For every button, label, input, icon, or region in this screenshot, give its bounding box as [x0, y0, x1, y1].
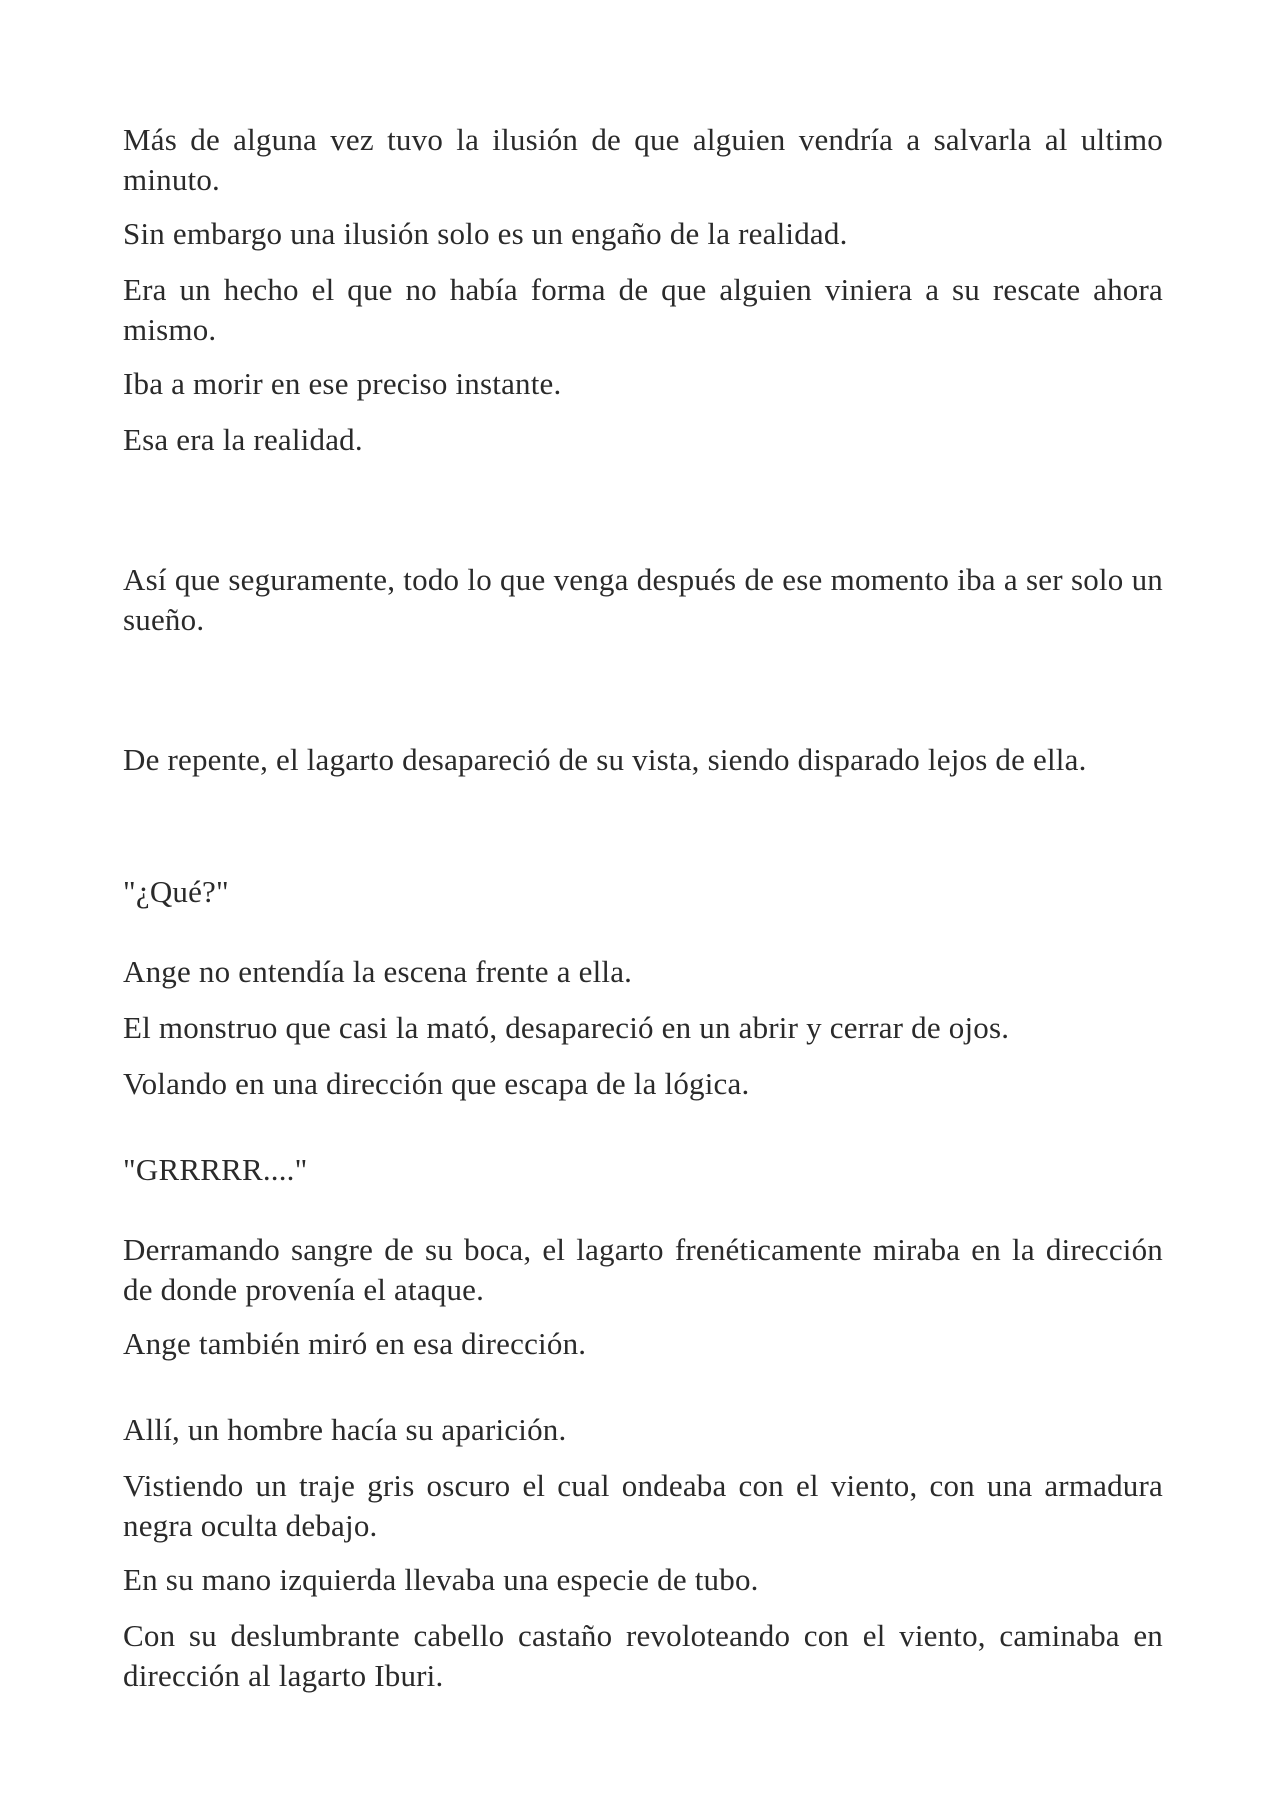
paragraph-16: Vistiendo un traje gris oscuro el cual ondeaba con el viento, con una armadura negra oculta debajo.	[123, 1468, 1163, 1543]
paragraph-17: En su mano izquierda llevaba una especie de tubo.	[123, 1562, 759, 1597]
paragraph-10: El monstruo que casi la mató, desapareció en un abrir y cerrar de ojos.	[123, 1010, 1010, 1045]
paragraph-3: Era un hecho el que no había forma de que alguien viniera a su rescate ahora mismo.	[123, 272, 1163, 347]
paragraph-7: De repente, el lagarto desapareció de su vista, siendo disparado lejos de ella.	[123, 742, 1087, 777]
paragraph-5: Esa era la realidad.	[123, 422, 363, 457]
paragraph-12-dialogue: "GRRRRR...."	[123, 1152, 308, 1187]
paragraph-6: Así que seguramente, todo lo que venga después de ese momento iba a ser solo un sueño.	[123, 562, 1163, 637]
paragraph-11: Volando en una dirección que escapa de la lógica.	[123, 1066, 750, 1101]
paragraph-18: Con su deslumbrante cabello castaño revoloteando con el viento, caminaba en dirección al lagarto Iburi.	[123, 1618, 1163, 1693]
paragraph-13: Derramando sangre de su boca, el lagarto frenéticamente miraba en la dirección de donde provenía el ataque.	[123, 1232, 1163, 1307]
paragraph-4: Iba a morir en ese preciso instante.	[123, 366, 562, 401]
paragraph-2: Sin embargo una ilusión solo es un engaño de la realidad.	[123, 216, 848, 251]
paragraph-9: Ange no entendía la escena frente a ella.	[123, 954, 633, 989]
paragraph-1: Más de alguna vez tuvo la ilusión de que alguien vendría a salvarla al ultimo minuto.	[123, 122, 1163, 197]
paragraph-15: Allí, un hombre hacía su aparición.	[123, 1412, 567, 1447]
paragraph-14: Ange también miró en esa dirección.	[123, 1326, 587, 1361]
paragraph-8-dialogue: "¿Qué?"	[123, 874, 229, 909]
